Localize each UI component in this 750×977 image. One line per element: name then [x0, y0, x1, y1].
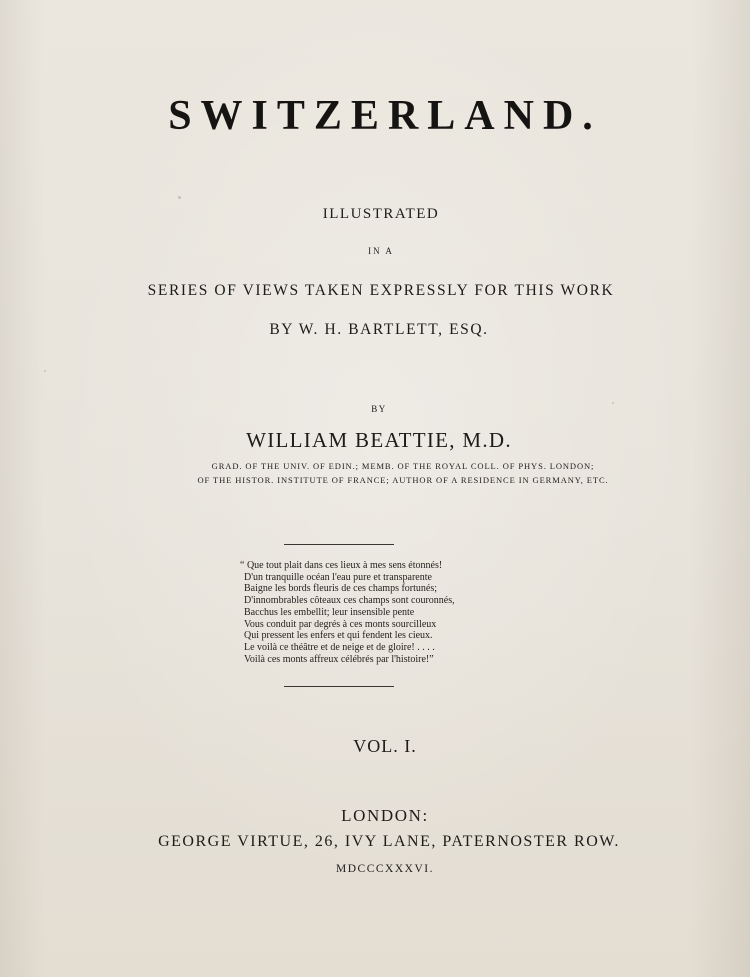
- author-by: BY: [371, 404, 387, 414]
- author-credentials-line2: OF THE HISTOR. INSTITUTE OF FRANCE; AUTHOR OF A RESIDENCE IN GERMANY, ETC.: [197, 475, 609, 485]
- divider-bottom: [284, 686, 394, 687]
- imprint-publisher: GEORGE VIRTUE, 26, IVY LANE, PATERNOSTER ROW.: [158, 833, 620, 850]
- epigraph-line: Le voilà ce théâtre et de neige et de gloire! . . . .: [244, 641, 435, 653]
- illustrator-byline: BY W. H. BARTLETT, ESQ.: [269, 321, 489, 338]
- divider-top: [284, 544, 394, 545]
- author-credentials-line1: GRAD. OF THE UNIV. OF EDIN.; MEMB. OF THE ROYAL COLL. OF PHYS. LONDON;: [211, 461, 595, 471]
- epigraph-line: Baigne les bords fleuris de ces champs fortunés;: [244, 583, 438, 595]
- book-title: SWITZERLAND.: [168, 93, 602, 139]
- subtitle-series: SERIES OF VIEWS TAKEN EXPRESSLY FOR THIS WORK: [147, 282, 615, 299]
- paper-speck: [178, 196, 181, 199]
- epigraph-line: D'un tranquille océan l'eau pure et transparente: [244, 571, 432, 583]
- epigraph-line: Vous conduit par degrés à ces monts sourcilleux: [244, 618, 437, 630]
- author-name: WILLIAM BEATTIE, M.D.: [246, 428, 512, 452]
- paper-speck: [44, 370, 46, 372]
- imprint-year: MDCCCXXXVI.: [336, 863, 434, 875]
- imprint-city: LONDON:: [341, 806, 429, 825]
- volume-number: VOL. I.: [353, 736, 417, 756]
- subtitle-in-a: IN A: [368, 246, 394, 256]
- epigraph-line: D'innombrables côteaux ces champs sont couronnés,: [244, 595, 455, 607]
- epigraph-line: “ Que tout plait dans ces lieux à mes sens étonnés!: [240, 560, 443, 571]
- epigraph-line: Qui pressent les enfers et qui fendent les cieux.: [244, 630, 433, 642]
- epigraph-line: Voilà ces monts affreux célébrés par l'histoire!”: [244, 653, 434, 665]
- epigraph: [240, 560, 520, 665]
- subtitle-illustrated: ILLUSTRATED: [322, 206, 440, 222]
- epigraph-line: Bacchus les embellit; leur insensible pente: [244, 606, 415, 618]
